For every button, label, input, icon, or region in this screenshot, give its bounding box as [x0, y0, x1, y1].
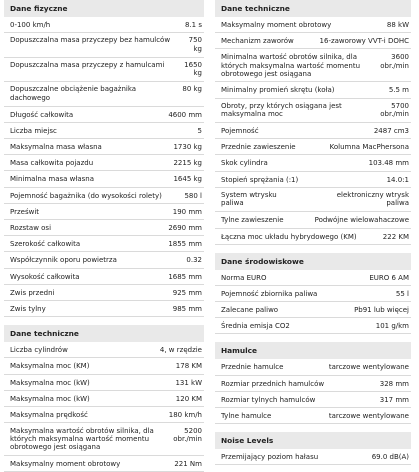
- spec-value: 80 kg: [182, 85, 202, 94]
- spec-row: [215, 318, 411, 334]
- spec-row: [215, 376, 411, 392]
- spec-value: 0.32: [186, 256, 202, 265]
- spec-value: Kolumna MacPhersona: [329, 143, 409, 152]
- spec-value: 925 mm: [172, 288, 202, 297]
- spec-label: Liczba miejsc: [10, 126, 57, 135]
- spec-label: Liczba cylindrów: [10, 346, 68, 355]
- section-gap: [215, 245, 411, 253]
- spec-value: 222 KM: [382, 232, 409, 241]
- section-title-dane-techniczne: Dane techniczne: [215, 0, 411, 17]
- spec-value: 221 Nm: [174, 460, 202, 469]
- spec-row: [215, 99, 411, 124]
- spec-label: Maksymalna moc (kW): [10, 378, 90, 387]
- spec-label: Masa całkowita pojazdu: [10, 159, 94, 168]
- spec-row: [4, 375, 204, 391]
- spec-row: [215, 82, 411, 98]
- spec-table: [4, 17, 204, 317]
- spec-row: [215, 172, 411, 188]
- spec-table: [215, 17, 411, 245]
- spec-row: [215, 229, 411, 245]
- spec-value: 14.0:1: [386, 175, 409, 184]
- spec-label: Maksymalny moment obrotowy: [221, 21, 332, 29]
- spec-value: Podwójne wielowahaczowe: [314, 216, 409, 225]
- spec-value: Pb91 lub więcej: [354, 306, 409, 315]
- spec-row: [4, 236, 204, 252]
- spec-row: [4, 123, 204, 139]
- spec-value: 1730 kg: [173, 143, 202, 152]
- spec-value: 103.48 mm: [368, 159, 409, 168]
- spec-row: [215, 155, 411, 171]
- spec-value: 8.1 s: [184, 21, 202, 29]
- spec-row: [4, 188, 204, 204]
- spec-label: Dopuszczalna masa przyczepy bez hamulców: [10, 36, 171, 45]
- spec-label: Tylne hamulce: [221, 412, 272, 420]
- spec-label: Dopuszczalna masa przyczepy z hamulcami: [10, 60, 165, 69]
- spec-label: Długość całkowita: [10, 110, 74, 119]
- spec-value: 328 mm: [379, 379, 409, 388]
- spec-row: [4, 456, 204, 472]
- section-gap: [215, 424, 411, 432]
- spec-label: Stopień sprężania (:1): [221, 175, 299, 184]
- spec-row: [215, 49, 411, 82]
- spec-label: Rozmiar przednich hamulców: [221, 379, 325, 388]
- spec-row: [215, 212, 411, 228]
- spec-label: Średnia emisja CO2: [221, 322, 290, 331]
- spec-label: Dopuszczalne obciążenie bagażnika dachowego: [10, 85, 137, 102]
- left-column: [4, 0, 204, 472]
- spec-row: [215, 359, 411, 375]
- spec-label: Mechanizm zaworów: [221, 37, 294, 46]
- spec-label: Minimalny promień skrętu (koła): [221, 86, 335, 95]
- spec-row: [4, 391, 204, 407]
- spec-row: [215, 188, 411, 213]
- spec-value: elektroniczny wtrysk paliwa: [336, 191, 409, 208]
- spec-value: tarczowe wentylowane: [328, 363, 409, 372]
- spec-row: [215, 270, 411, 286]
- spec-row: [4, 285, 204, 301]
- spec-label: Minimalna masa własna: [10, 175, 95, 184]
- spec-label: Maksymalna moc (kW): [10, 394, 90, 403]
- spec-label: Minimalna wartość obrotów silnika, dla których maksymalna wartość momentu obrotowego jest osiągana: [221, 53, 361, 78]
- spec-value: 4, w rzędzie: [159, 346, 202, 355]
- spec-label: Współczynnik oporu powietrza: [10, 256, 117, 265]
- spec-value: 750 kg: [188, 36, 202, 53]
- spec-table: [215, 449, 411, 465]
- spec-label: 0-100 km/h: [10, 21, 51, 29]
- spec-value: 16-zaworowy VVT-i DOHC: [319, 37, 409, 46]
- spec-label: Łączna moc układu hybrydowego (KM): [221, 232, 357, 241]
- spec-value: 4600 mm: [168, 110, 202, 119]
- spec-row: [4, 17, 204, 33]
- spec-label: Prześwit: [10, 207, 40, 216]
- spec-row: [215, 286, 411, 302]
- spec-value: 55 l: [395, 289, 409, 298]
- spec-label: System wtrysku paliwa: [221, 191, 277, 208]
- spec-value: 2487 cm3: [373, 127, 409, 136]
- spec-label: Maksymalny moment obrotowy: [10, 460, 121, 469]
- spec-value: 101 g/km: [375, 322, 409, 331]
- spec-row: [4, 358, 204, 374]
- spec-value: 180 km/h: [168, 410, 202, 419]
- spec-label: Maksymalna wartość obrotów silnika, dla których maksymalna wartość momentu obrotowego jest osiągana: [10, 427, 154, 452]
- section-title-hamulce: Hamulce: [215, 342, 411, 359]
- spec-value: 1645 kg: [173, 175, 202, 184]
- spec-row: [4, 204, 204, 220]
- spec-row: [4, 82, 204, 107]
- spec-value: 2690 mm: [168, 224, 202, 232]
- spec-label: Maksymalna moc (KM): [10, 362, 90, 371]
- spec-label: Przemijający poziom hałasu: [221, 453, 319, 462]
- section-title-noise-levels: Noise Levels: [215, 432, 411, 449]
- spec-row: [215, 392, 411, 408]
- spec-value: 580 l: [184, 191, 202, 200]
- spec-label: Zwis tylny: [10, 304, 46, 313]
- spec-row: [4, 139, 204, 155]
- section-gap: [4, 317, 204, 325]
- spec-label: Tylne zawieszenie: [221, 216, 284, 225]
- spec-value: 985 mm: [172, 304, 202, 313]
- spec-label: Maksymalna prędkość: [10, 410, 88, 419]
- spec-value: 69.0 dB(A): [371, 453, 409, 462]
- spec-value: 2215 kg: [173, 159, 202, 168]
- spec-row: [4, 269, 204, 285]
- spec-label: Zalecane paliwo: [221, 306, 279, 315]
- spec-table: [4, 342, 204, 472]
- spec-label: Skok cylindra: [221, 159, 268, 168]
- spec-row: [215, 33, 411, 49]
- spec-value: 5700 obr./min: [380, 101, 409, 118]
- right-column: [215, 0, 411, 465]
- section-title-dane-srodowiskowe: Dane środowiskowe: [215, 253, 411, 270]
- spec-value: 190 mm: [172, 207, 202, 216]
- spec-value: 1685 mm: [168, 272, 202, 281]
- spec-row: [4, 252, 204, 268]
- spec-value: 88 kW: [386, 21, 409, 29]
- spec-row: [215, 17, 411, 33]
- spec-row: [4, 342, 204, 358]
- spec-value: 1650 kg: [184, 60, 202, 78]
- spec-value: EURO 6 AM: [369, 273, 409, 282]
- spec-row: [215, 123, 411, 139]
- spec-row: [4, 33, 204, 58]
- spec-row: [4, 58, 204, 83]
- spec-row: [4, 107, 204, 123]
- spec-label: Rozstaw osi: [10, 224, 52, 232]
- spec-row: [4, 155, 204, 171]
- section-title-dane-techniczne: Dane techniczne: [4, 325, 204, 342]
- spec-label: Pojemność: [221, 127, 259, 136]
- section-title-dane-fizyczne: Dane fizyczne: [4, 0, 204, 17]
- spec-label: Wysokość całkowita: [10, 272, 80, 281]
- spec-value: 5: [197, 126, 202, 135]
- spec-row: [4, 301, 204, 317]
- spec-row: [4, 220, 204, 236]
- spec-value: 131 kW: [175, 378, 202, 387]
- spec-label: Rozmiar tylnych hamulców: [221, 395, 316, 404]
- spec-value: 1855 mm: [168, 240, 202, 249]
- spec-label: Norma EURO: [221, 273, 267, 282]
- spec-label: Obroty, przy których osiągana jest maksymalna moc: [221, 101, 342, 118]
- spec-row: [4, 407, 204, 423]
- spec-row: [4, 423, 204, 456]
- spec-value: 120 KM: [175, 394, 202, 403]
- spec-table: [215, 359, 411, 424]
- spec-label: Zwis przedni: [10, 288, 55, 297]
- spec-label: Szerokość całkowita: [10, 240, 81, 249]
- spec-table: [215, 270, 411, 335]
- spec-row: [4, 171, 204, 187]
- spec-label: Maksymalna masa własna: [10, 143, 102, 152]
- spec-row: [215, 302, 411, 318]
- spec-label: Pojemność zbiornika paliwa: [221, 289, 318, 298]
- spec-label: Pojemność bagażnika (do wysokości rolety): [10, 191, 162, 200]
- spec-row: [215, 449, 411, 465]
- spec-value: tarczowe wentylowane: [328, 412, 409, 420]
- spec-value: 3600 obr./min: [380, 53, 409, 70]
- spec-row: [215, 139, 411, 155]
- spec-label: Przednie zawieszenie: [221, 143, 296, 152]
- section-gap: [215, 334, 411, 342]
- spec-value: 5.5 m: [388, 86, 409, 95]
- spec-label: Przednie hamulce: [221, 363, 284, 372]
- spec-value: 317 mm: [379, 395, 409, 404]
- spec-value: 178 KM: [175, 362, 202, 371]
- spec-value: 5200 obr./min: [173, 427, 202, 444]
